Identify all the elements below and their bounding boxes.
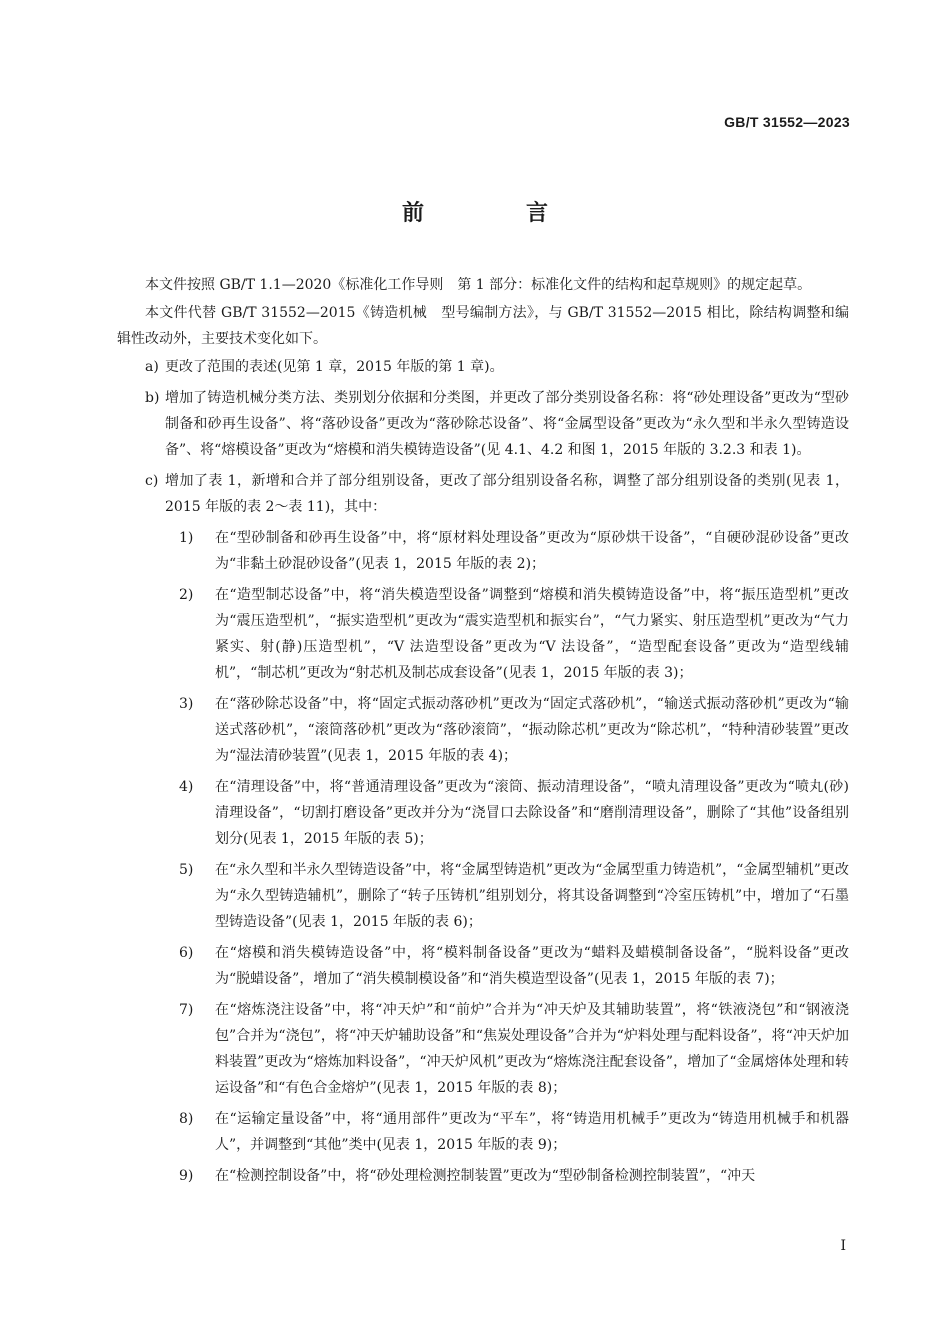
document-body: [117, 272, 849, 1194]
page-title: 前 言: [401, 201, 588, 226]
list-marker: 7): [179, 1002, 194, 1018]
list-marker: a): [145, 359, 159, 375]
list-item-text: 在“造型制芯设备”中，将“消失模造型设备”调整到“熔模和消失模铸造设备”中，将“振压造型机”更改为“震压造型机”，“振实造型机”更改为“震实造型机和振实台”，“气力紧实、射压造型机”更改为“气力紧实、射(静)压造型机”，“V 法造型设备”更改为“V 法设备”，“造型配套设备”更改为“造型线辅机”，“制芯机”更改为“射芯机及制芯成套设备”(见表 1，2015 年版的表 3)；: [215, 587, 849, 681]
list-marker: 3): [179, 696, 194, 712]
list-marker: 4): [179, 779, 194, 795]
list-marker: 9): [179, 1168, 194, 1184]
list-item-text: 增加了表 1，新增和合并了部分组别设备，更改了部分组别设备名称，调整了部分组别设备的类别(见表 1，2015 年版的表 2～表 11)，其中：: [165, 473, 849, 515]
list-item-text: 增加了铸造机械分类方法、类别划分依据和分类图，并更改了部分类别设备名称：将“砂处理设备”更改为“型砂制备和砂再生设备”、将“落砂设备”更改为“落砂除芯设备”、将“金属型设备”更改为“永久型和半永久型铸造设备”、将“熔模设备”更改为“熔模和消失模铸造设备”(见 4.1、4.2 和图 1，2015 年版的 3.2.3 和表 1)。: [165, 390, 849, 458]
list-marker: 8): [179, 1111, 194, 1127]
list-item-text: 在“清理设备”中，将“普通清理设备”更改为“滚筒、振动清理设备”，“喷丸清理设备”更改为“喷丸(砂)清理设备”，“切割打磨设备”更改并分为“浇冒口去除设备”和“磨削清理设备”，删除了“其他”设备组别划分(见表 1，2015 年版的表 5)；: [215, 779, 849, 847]
page-number: I: [840, 1238, 846, 1254]
list-item-text: 在“检测控制设备”中，将“砂处理检测控制装置”更改为“型砂制备检测控制装置”，“冲天: [215, 1168, 756, 1184]
list-item: [117, 385, 849, 463]
list-marker: 2): [179, 587, 194, 603]
sub-list-item: [165, 691, 849, 769]
list-item-text: 在“型砂制备和砂再生设备”中，将“原材料处理设备”更改为“原砂烘干设备”，“自硬砂混砂设备”更改为“非黏土砂混砂设备”(见表 1，2015 年版的表 2)；: [215, 530, 849, 572]
sub-list-item: [165, 774, 849, 852]
list-marker: b): [145, 390, 160, 406]
list-item-text: 在“落砂除芯设备”中，将“固定式振动落砂机”更改为“固定式落砂机”，“输送式振动落砂机”更改为“输送式落砂机”，“滚筒落砂机”更改为“落砂滚筒”，“振动除芯机”更改为“除芯机”，“特种清砂装置”更改为“湿法清砂装置”(见表 1，2015 年版的表 4)；: [215, 696, 849, 764]
list-marker: 6): [179, 945, 194, 961]
standard-number: GB/T 31552—2023: [724, 114, 850, 130]
sub-list-item: [165, 1106, 849, 1158]
list-item-text: 在“运输定量设备”中，将“通用部件”更改为“平车”，将“铸造用机械手”更改为“铸造用机械手和机器人”，并调整到“其他”类中(见表 1，2015 年版的表 9)；: [215, 1111, 849, 1153]
list-item: [117, 468, 849, 520]
list-marker: c): [145, 473, 159, 489]
list-item-text: 在“熔模和消失模铸造设备”中，将“模料制备设备”更改为“蜡料及蜡模制备设备”，“脱料设备”更改为“脱蜡设备”，增加了“消失模制模设备”和“消失模造型设备”(见表 1，2015 年版的表 7)；: [215, 945, 849, 987]
sub-list-item: [165, 582, 849, 686]
list-marker: 1): [179, 530, 194, 546]
sub-list-item: [165, 997, 849, 1101]
sub-list-item: [165, 857, 849, 935]
intro-paragraph: 本文件按照 GB/T 1.1—2020《标准化工作导则 第 1 部分：标准化文件的结构和起草规则》的规定起草。: [145, 277, 812, 293]
sub-list-item: [165, 525, 849, 577]
sub-list-item: [165, 940, 849, 992]
intro-paragraph: 本文件代替 GB/T 31552—2015《铸造机械 型号编制方法》，与 GB/T 31552—2015 相比，除结构调整和编辑性改动外，主要技术变化如下。: [117, 305, 849, 347]
list-item: [117, 354, 849, 380]
list-item-text: 在“永久型和半永久型铸造设备”中，将“金属型铸造机”更改为“金属型重力铸造机”，“金属型辅机”更改为“永久型铸造辅机”，删除了“转子压铸机”组别划分，将其设备调整到“冷室压铸机”中，增加了“石墨型铸造设备”(见表 1，2015 年版的表 6)；: [215, 862, 849, 930]
sub-list-item: [165, 1163, 849, 1189]
list-item-text: 在“熔炼浇注设备”中，将“冲天炉”和“前炉”合并为“冲天炉及其辅助装置”，将“铁液浇包”和“钢液浇包”合并为“浇包”，将“冲天炉辅助设备”和“焦炭处理设备”合并为“炉料处理与配料设备”，将“冲天炉加料装置”更改为“熔炼加料设备”，“冲天炉风机”更改为“熔炼浇注配套设备”，增加了“金属熔体处理和转运设备”和“有色合金熔炉”(见表 1，2015 年版的表 8)；: [215, 1002, 849, 1096]
list-item-text: 更改了范围的表述(见第 1 章，2015 年版的第 1 章)。: [165, 359, 504, 375]
list-marker: 5): [179, 862, 194, 878]
sub-list: [165, 525, 849, 1189]
